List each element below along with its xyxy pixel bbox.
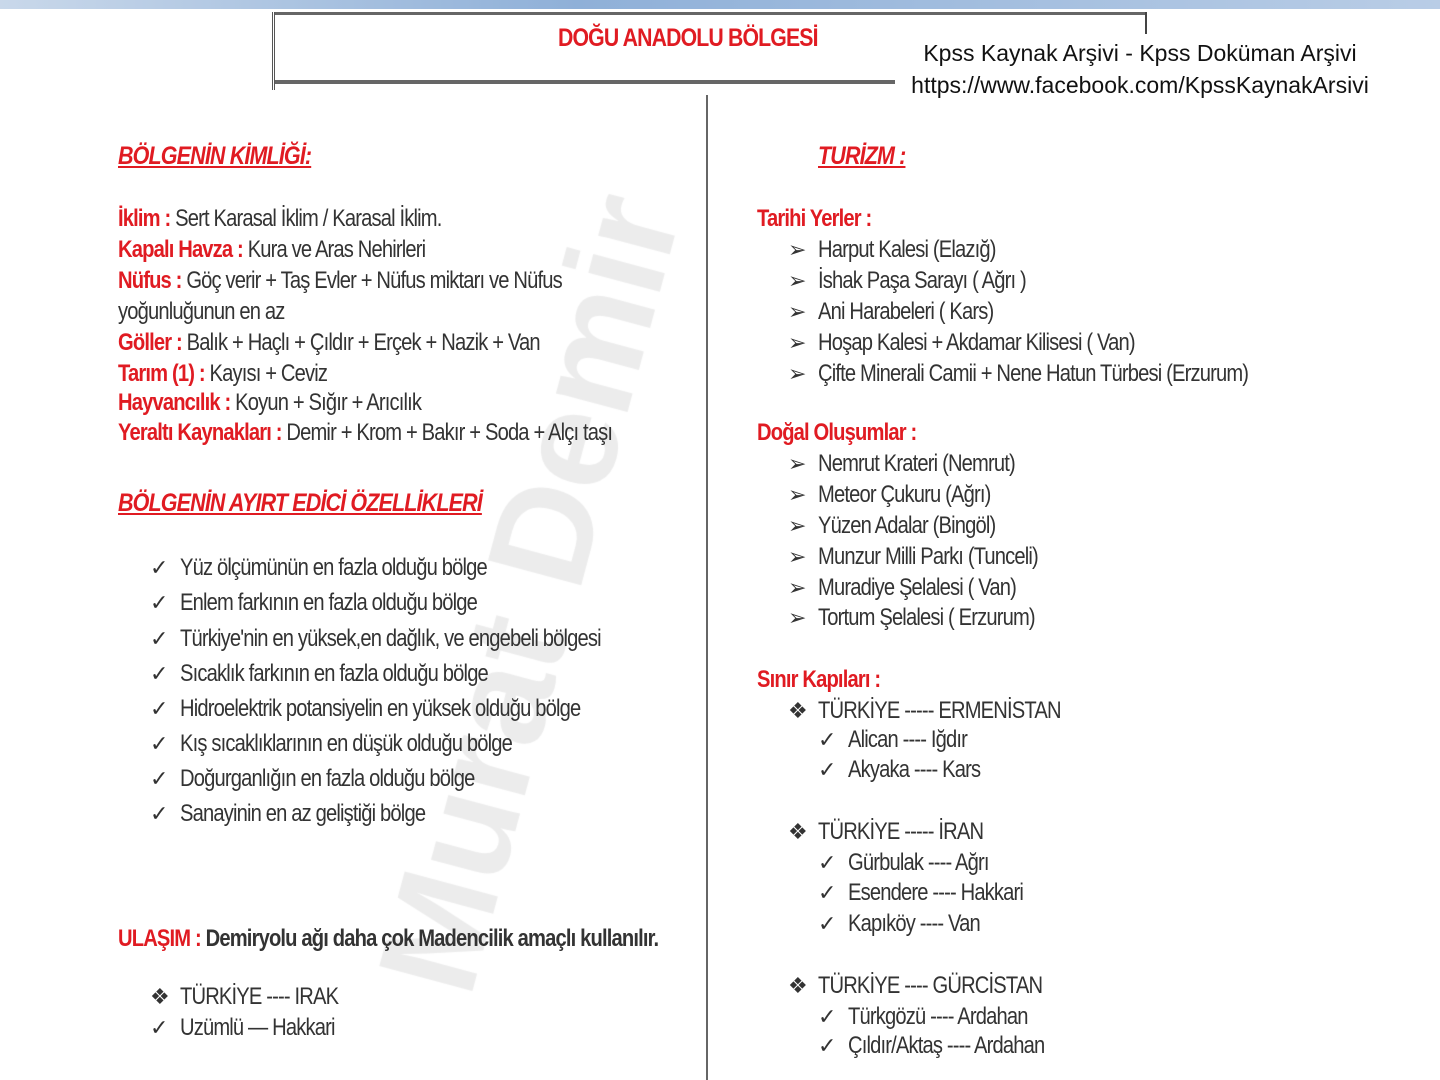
text: Yüz ölçümünün en fazla olduğu bölge	[180, 554, 487, 581]
feature-item	[180, 765, 475, 793]
text: Enlem farkının en fazla olduğu bölge	[180, 589, 478, 616]
text: Uzümlü — Hakkari	[180, 1014, 335, 1041]
text: Demir + Krom + Bakır + Soda + Alçı taşı	[286, 419, 613, 446]
text: TÜRKİYE ---- IRAK	[180, 983, 339, 1010]
text: Alican ---- Iğdır	[848, 726, 968, 753]
natural-item	[818, 574, 1016, 602]
feature-item	[180, 554, 487, 582]
identity-line	[118, 205, 442, 233]
section-heading-tourism: TURİZM :	[818, 142, 906, 170]
check-icon: ✓	[150, 731, 169, 756]
text: Hidroelektrik potansiyelin en yüksek olduğu bölge	[180, 695, 581, 722]
border-gate	[848, 879, 1023, 907]
text: Sıcaklık farkının en fazla olduğu bölge	[180, 660, 488, 687]
text: Balık + Haçlı + Çıldır + Erçek + Nazik + Van	[186, 329, 540, 356]
historic-item	[818, 267, 1026, 295]
border-gate	[848, 1003, 1028, 1031]
label: Kapalı Havza :	[118, 236, 243, 263]
gates-label	[757, 666, 880, 694]
page-title: DOĞU ANADOLU BÖLGESİ	[558, 24, 818, 52]
arrow-bullet-icon: ➢	[788, 268, 807, 293]
text: Sert Karasal İklim / Karasal İklim.	[175, 205, 442, 232]
text: Demiryolu ağı daha çok Madencilik amaçlı kullanılır.	[205, 925, 659, 952]
diamond-bullet-icon: ❖	[150, 984, 170, 1009]
text: Meteor Çukuru (Ağrı)	[818, 481, 991, 508]
arrow-bullet-icon: ➢	[788, 330, 807, 355]
text: Nemrut Krateri (Nemrut)	[818, 450, 1015, 477]
text: Kapıköy ---- Van	[848, 910, 980, 937]
text: Kura ve Aras Nehirleri	[247, 236, 426, 263]
text: Sanayinin en az geliştiği bölge	[180, 800, 426, 827]
text: Munzur Milli Parkı (Tunceli)	[818, 543, 1038, 570]
check-icon: ✓	[150, 801, 169, 826]
natural-item	[818, 543, 1038, 571]
text: Koyun + Sığır + Arıcılık	[235, 389, 422, 416]
arrow-bullet-icon: ➢	[788, 544, 807, 569]
natural-item	[818, 512, 995, 540]
check-icon: ✓	[150, 696, 169, 721]
text: Kayısı + Ceviz	[209, 360, 328, 387]
feature-item	[180, 695, 580, 723]
arrow-bullet-icon: ➢	[788, 299, 807, 324]
check-icon: ✓	[818, 1033, 837, 1058]
text: TÜRKİYE ---- GÜRCİSTAN	[818, 972, 1043, 999]
identity-line	[118, 360, 327, 388]
source-line-1: Kpss Kaynak Arşivi - Kpss Doküman Arşivi	[923, 40, 1357, 66]
text: Tortum Şelalesi ( Erzurum)	[818, 604, 1035, 631]
identity-line	[118, 267, 562, 295]
text: Hoşap Kalesi + Akdamar Kilisesi ( Van)	[818, 329, 1135, 356]
natural-item	[818, 604, 1035, 632]
check-icon: ✓	[818, 727, 837, 752]
text: TÜRKİYE ----- ERMENİSTAN	[818, 697, 1061, 724]
natural-item	[818, 481, 991, 509]
historic-item	[818, 329, 1135, 357]
identity-line	[118, 236, 425, 264]
border-gate	[848, 1032, 1044, 1060]
historic-item	[818, 298, 993, 326]
check-icon: ✓	[818, 911, 837, 936]
feature-item	[180, 730, 512, 758]
check-icon: ✓	[818, 850, 837, 875]
column-divider	[706, 95, 708, 1080]
check-icon: ✓	[150, 766, 169, 791]
diamond-bullet-icon: ❖	[788, 973, 808, 998]
feature-item	[180, 800, 425, 828]
text: Doğurganlığın en fazla olduğu bölge	[180, 765, 475, 792]
identity-line	[118, 389, 421, 417]
border-country	[818, 697, 1061, 725]
border-gate	[848, 726, 967, 754]
check-icon: ✓	[150, 1015, 169, 1040]
source-line-2: https://www.facebook.com/KpssKaynakArsivi	[911, 72, 1369, 98]
check-icon: ✓	[150, 626, 169, 651]
text: Çifte Minerali Camii + Nene Hatun Türbesi (Erzurum)	[818, 360, 1249, 387]
natural-item	[818, 450, 1015, 478]
text: Türkiye'nin en yüksek,en dağlık, ve engebeli bölgesi	[180, 625, 601, 652]
arrow-bullet-icon: ➢	[788, 482, 807, 507]
text: TÜRKİYE ----- İRAN	[818, 818, 984, 845]
label: Hayvancılık :	[118, 389, 231, 416]
text: Esendere ---- Hakkari	[848, 879, 1024, 906]
check-icon: ✓	[150, 555, 169, 580]
label: Yeraltı Kaynakları :	[118, 419, 282, 446]
text: yoğunluğunun en az	[118, 298, 285, 325]
text: Muradiye Şelalesi ( Van)	[818, 574, 1016, 601]
text: Göç verir + Taş Evler + Nüfus miktarı ve Nüfus	[186, 267, 562, 294]
identity-line	[118, 329, 540, 357]
label: Göller :	[118, 329, 182, 356]
label: İklim :	[118, 205, 171, 232]
arrow-bullet-icon: ➢	[788, 575, 807, 600]
arrow-bullet-icon: ➢	[788, 237, 807, 262]
text: Gürbulak ---- Ağrı	[848, 849, 989, 876]
text: Türkgözü ---- Ardahan	[848, 1003, 1028, 1030]
label: ULAŞIM :	[118, 925, 201, 952]
arrow-bullet-icon: ➢	[788, 361, 807, 386]
border-country	[180, 983, 338, 1011]
arrow-bullet-icon: ➢	[788, 451, 807, 476]
text: Kış sıcaklıklarının en düşük olduğu bölge	[180, 730, 513, 757]
label: Doğal Oluşumlar :	[757, 419, 917, 446]
diamond-bullet-icon: ❖	[788, 698, 808, 723]
feature-item	[180, 625, 601, 653]
label: Tarihi Yerler :	[757, 205, 872, 232]
check-icon: ✓	[818, 757, 837, 782]
text: Yüzen Adalar (Bingöl)	[818, 512, 996, 539]
label: Tarım (1) :	[118, 360, 205, 387]
diamond-bullet-icon: ❖	[788, 819, 808, 844]
check-icon: ✓	[150, 590, 169, 615]
arrow-bullet-icon: ➢	[788, 513, 807, 538]
border-gate	[848, 849, 989, 877]
label: Sınır Kapıları :	[757, 666, 881, 693]
text: Çıldır/Aktaş ---- Ardahan	[848, 1032, 1045, 1059]
check-icon: ✓	[818, 1004, 837, 1029]
historic-label	[757, 205, 871, 233]
natural-label	[757, 419, 916, 447]
historic-item	[818, 236, 996, 264]
text: Ani Harabeleri ( Kars)	[818, 298, 994, 325]
border-country	[818, 972, 1042, 1000]
text: Harput Kalesi (Elazığ)	[818, 236, 996, 263]
border-country	[818, 818, 983, 846]
label: Nüfus :	[118, 267, 182, 294]
identity-line	[118, 419, 612, 447]
check-icon: ✓	[818, 880, 837, 905]
historic-item	[818, 360, 1248, 388]
border-gate	[180, 1014, 335, 1042]
transport-line	[118, 925, 658, 953]
check-icon: ✓	[150, 661, 169, 686]
feature-item	[180, 660, 488, 688]
feature-item	[180, 589, 477, 617]
section-heading-identity: BÖLGENİN KİMLİĞİ:	[118, 142, 312, 170]
identity-line	[118, 298, 284, 326]
border-gate	[848, 910, 980, 938]
text: İshak Paşa Sarayı ( Ağrı )	[818, 267, 1026, 294]
arrow-bullet-icon: ➢	[788, 605, 807, 630]
section-heading-features: BÖLGENİN AYIRT EDİCİ ÖZELLİKLERİ	[118, 489, 482, 517]
border-gate	[848, 756, 980, 784]
text: Akyaka ---- Kars	[848, 756, 981, 783]
